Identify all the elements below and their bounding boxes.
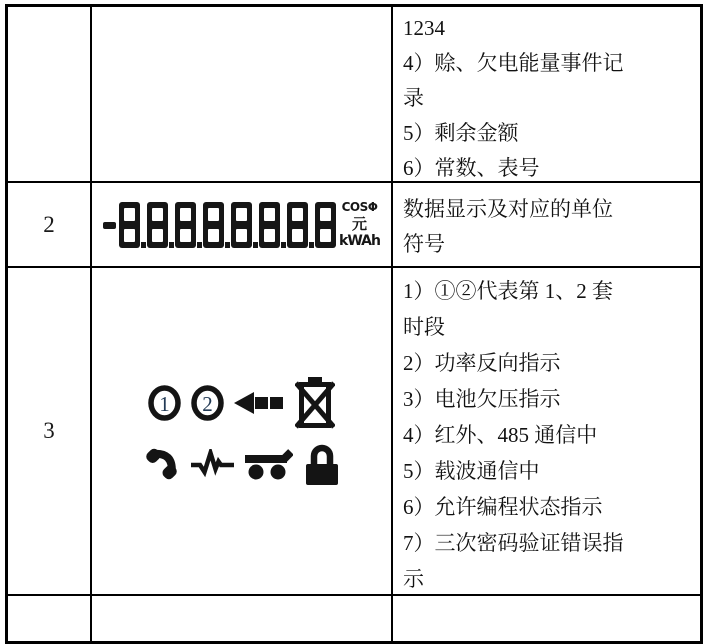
description-cell [393, 7, 700, 183]
lcd-digit [287, 202, 308, 248]
icon-row-bottom [143, 441, 341, 487]
circled-2-icon [191, 385, 224, 421]
row-number: 2 [43, 211, 55, 237]
pulse-wave-icon [190, 449, 235, 479]
row-number: 3 [43, 418, 55, 443]
row-number-cell [8, 596, 92, 641]
row-number-cell [8, 268, 92, 596]
text-line: 2）功率反向指示 [403, 351, 561, 375]
lcd-digit [175, 202, 196, 248]
carrier-communication-icon [245, 448, 293, 480]
text-line: 5）载波通信中 [403, 459, 540, 483]
lcd-decimal-point [253, 242, 258, 248]
battery-low-icon [295, 376, 335, 430]
lcd-decimal-point [309, 242, 314, 248]
phone-handset-icon [143, 445, 180, 483]
text-line: 录 [403, 86, 424, 110]
padlock-icon [303, 441, 341, 487]
text-line: 4）红外、485 通信中 [403, 423, 598, 447]
row-number-cell [8, 7, 92, 183]
lcd-digit [259, 202, 280, 248]
text-line: 1）①②代表第 1、2 套 [403, 279, 613, 303]
figure-cell-empty [92, 7, 393, 183]
unit-yuan: 元 [351, 214, 367, 233]
text-line: 5）剩余金额 [403, 121, 519, 145]
lcd-decimal-point [169, 242, 174, 248]
lcd-digit [231, 202, 252, 248]
description-cell [393, 268, 700, 596]
text-line: 3）电池欠压指示 [403, 387, 561, 411]
unit-kwh: kWAh [339, 232, 380, 249]
lcd-unit-stack [339, 201, 380, 249]
circled-1-icon [148, 385, 181, 421]
lcd-decimal-point [281, 242, 286, 248]
text-line: 符号 [403, 232, 445, 256]
reverse-power-arrow-icon [234, 391, 285, 415]
description-cell [393, 183, 700, 268]
manual-table [5, 4, 703, 644]
unit-cosphi: COSΦ [341, 199, 378, 214]
lcd-display [103, 202, 336, 248]
figure-cell-lcd [92, 183, 393, 268]
svg-text:2: 2 [202, 391, 213, 416]
lcd-digit [315, 202, 336, 248]
figure-cell-empty [92, 596, 393, 641]
text-line: 时段 [403, 315, 445, 339]
lcd-decimal-point [141, 242, 146, 248]
text-line: 1234 [403, 16, 445, 40]
row-number-cell [8, 183, 92, 268]
icon-row-top [148, 376, 335, 430]
text-line: 6）允许编程状态指示 [403, 495, 603, 519]
lcd-digit [147, 202, 168, 248]
figure-cell-icons [92, 268, 393, 596]
text-line: 6）常数、表号 [403, 156, 540, 180]
text-line: 4）赊、欠电能量事件记 [403, 51, 624, 75]
text-line: 示 [403, 567, 424, 591]
text-line: 数据显示及对应的单位 [403, 197, 613, 221]
lcd-decimal-point [197, 242, 202, 248]
svg-text:1: 1 [159, 391, 170, 416]
text-line: 7）三次密码验证错误指 [403, 531, 624, 555]
lcd-minus-sign [103, 222, 116, 229]
status-icon-panel [143, 376, 341, 487]
lcd-digit [203, 202, 224, 248]
lcd-digit [119, 202, 140, 248]
description-cell [393, 596, 700, 641]
lcd-decimal-point [225, 242, 230, 248]
